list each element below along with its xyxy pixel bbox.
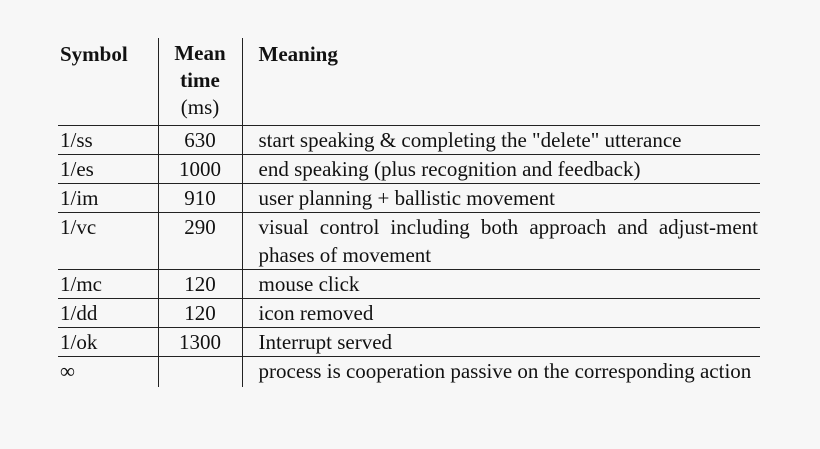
header-mean-time	[158, 38, 242, 126]
cell-time: 120	[158, 270, 242, 299]
cell-symbol: 1/im	[58, 184, 158, 213]
cell-meaning: Interrupt served	[242, 328, 760, 357]
header-mean-time-unit: (ms)	[180, 95, 220, 119]
table-row	[58, 184, 760, 213]
cell-time: 1000	[158, 155, 242, 184]
cell-time	[158, 357, 242, 388]
header-mean-time-line1: Mean	[174, 41, 226, 65]
table-row	[58, 126, 760, 155]
cell-time: 120	[158, 299, 242, 328]
header-mean-time-line2: time	[180, 68, 220, 92]
cell-symbol: 1/ok	[58, 328, 158, 357]
table-row	[58, 299, 760, 328]
cell-symbol: ∞	[58, 357, 158, 388]
table-row	[58, 357, 760, 388]
cell-time: 630	[158, 126, 242, 155]
cell-symbol: 1/es	[58, 155, 158, 184]
header-meaning: Meaning	[242, 38, 760, 126]
cell-meaning: start speaking & completing the "delete" utterance	[242, 126, 760, 155]
cell-meaning: process is cooperation passive on the corresponding action	[242, 357, 760, 388]
cell-time: 1300	[158, 328, 242, 357]
header-symbol: Symbol	[60, 42, 128, 66]
cell-meaning: icon removed	[242, 299, 760, 328]
table-header-row	[58, 38, 760, 126]
cell-symbol: 1/mc	[58, 270, 158, 299]
cell-meaning: mouse click	[242, 270, 760, 299]
table-row	[58, 328, 760, 357]
table-row	[58, 213, 760, 270]
symbol-table	[58, 38, 760, 387]
cell-meaning: end speaking (plus recognition and feedback)	[242, 155, 760, 184]
cell-time: 910	[158, 184, 242, 213]
table-row	[58, 270, 760, 299]
cell-meaning: visual control including both approach and adjust-ment phases of movement	[242, 213, 760, 270]
symbol-table-container	[58, 38, 760, 387]
cell-symbol: 1/dd	[58, 299, 158, 328]
cell-symbol: 1/vc	[58, 213, 158, 270]
cell-meaning: user planning + ballistic movement	[242, 184, 760, 213]
cell-time: 290	[158, 213, 242, 270]
cell-symbol: 1/ss	[58, 126, 158, 155]
table-row	[58, 155, 760, 184]
